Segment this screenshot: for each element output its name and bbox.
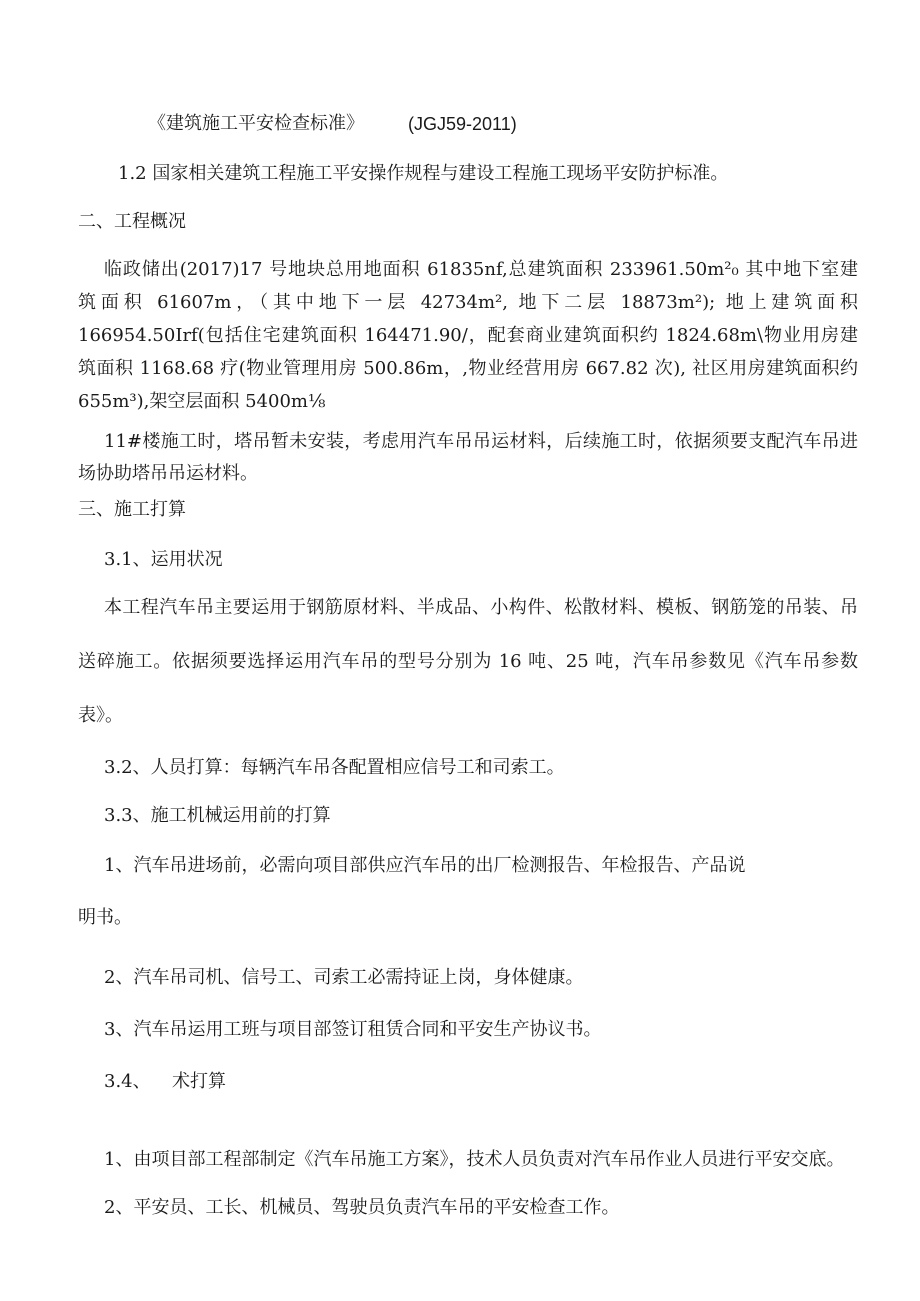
crane-note-line-2: 场协助塔吊吊运材料。 bbox=[78, 463, 258, 484]
prep-item-1-cont: 明书。 bbox=[78, 907, 132, 928]
item-1-2: 1.2 国家相关建筑工程施工平安操作规程与建设工程施工现场平安防护标准。 bbox=[118, 163, 729, 184]
overview-line-3: 166954.50Irf(包括住宅建筑面积 164471.90/，配套商业建筑面积约 1824.68m\物业用房建 bbox=[78, 325, 858, 346]
prep-item-2: 2、汽车吊司机、信号工、司索工必需持证上岗，身体健康。 bbox=[104, 967, 584, 988]
standard-code: (JGJ59-2011) bbox=[408, 114, 517, 134]
crane-note-line-1: 11#楼施工时，塔吊暂未安装，考虑用汽车吊吊运材料，后续施工时，依据须要支配汽车吊进 bbox=[104, 431, 858, 452]
section-2-heading: 二、工程概况 bbox=[78, 211, 186, 232]
usage-line-1: 本工程汽车吊主要运用于钢筋原材料、半成品、小构件、松散材料、模板、钢筋笼的吊装、吊 bbox=[104, 597, 858, 618]
overview-line-1: 临政储出(2017)17 号地块总用地面积 61835nf,总建筑面积 233961.50m²₀ 其中地下室建 bbox=[104, 259, 858, 280]
overview-line-4: 筑面积 1168.68 疗(物业管理用房 500.86m，,物业经营用房 667.82 次), 社区用房建筑面积约 bbox=[78, 358, 858, 379]
section-3-2: 3.2、人员打算：每辆汽车吊各配置相应信号工和司索工。 bbox=[104, 757, 565, 778]
prep-item-1: 1、汽车吊进场前，必需向项目部供应汽车吊的出厂检测报告、年检报告、产品说 bbox=[104, 855, 746, 876]
section-3-heading: 三、施工打算 bbox=[78, 499, 186, 520]
standard-title: 《建筑施工平安检查标准》 bbox=[148, 113, 364, 134]
section-3-3-heading: 3.3、施工机械运用前的打算 bbox=[104, 805, 331, 826]
usage-line-3: 表》。 bbox=[78, 705, 123, 726]
overview-line-2: 筑面积 61607m，（其中地下一层 42734m², 地下二层 18873m²); 地上建筑面积 bbox=[78, 292, 858, 313]
section-3-1-heading: 3.1、运用状况 bbox=[104, 549, 223, 570]
tech-item-2: 2、平安员、工长、机械员、驾驶员负责汽车吊的平安检查工作。 bbox=[104, 1197, 620, 1218]
prep-item-3: 3、汽车吊运用工班与项目部签订租赁合同和平安生产协议书。 bbox=[104, 1019, 602, 1040]
tech-item-1: 1、由项目部工程部制定《汽车吊施工方案》，技术人员负责对汽车吊作业人员进行平安交底。 bbox=[104, 1149, 845, 1170]
usage-line-2: 送碎施工。依据须要选择运用汽车吊的型号分别为 16 吨、25 吨，汽车吊参数见《汽车吊参数 bbox=[78, 651, 858, 672]
section-3-4-number: 3.4、 bbox=[104, 1071, 151, 1092]
overview-line-5: 655m³),架空层面积 5400m⅛ bbox=[78, 391, 326, 412]
section-3-4-heading: 术打算 bbox=[172, 1071, 226, 1092]
